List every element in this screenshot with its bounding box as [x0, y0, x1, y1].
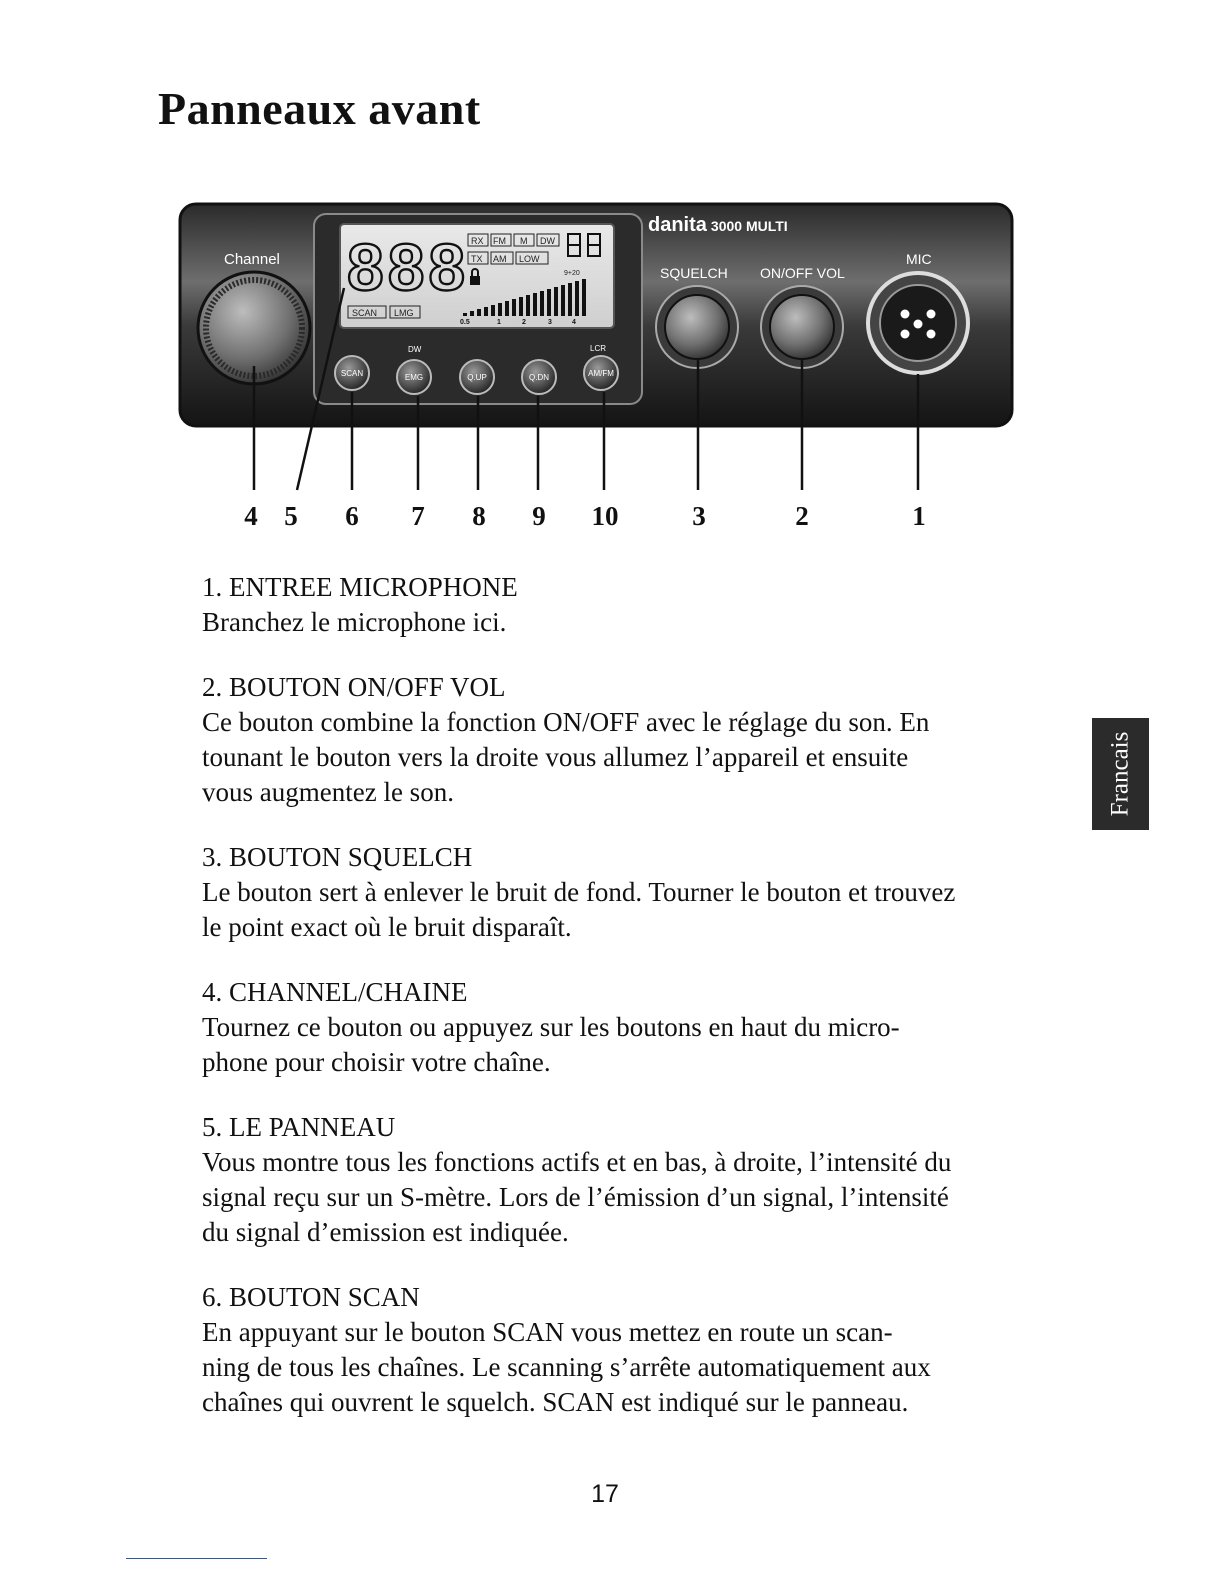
section-scan [202, 1280, 1022, 1420]
callout-3: 3 [692, 501, 706, 531]
section-heading: 1. ENTREE MICROPHONE [202, 572, 518, 602]
s-meter-scale-0: 0.5 [460, 319, 470, 326]
s-meter-scale-1: 1 [497, 319, 501, 326]
channel-label: Channel [224, 251, 280, 268]
svg-text:Q.UP: Q.UP [467, 373, 487, 382]
section-heading: 3. BOUTON SQUELCH [202, 842, 473, 872]
lcd-flag-fm: FM [493, 236, 506, 246]
scan-button[interactable] [335, 356, 369, 390]
lcd-flags-row1 [468, 234, 559, 246]
s-meter-scale-3: 3 [548, 319, 552, 326]
section-panel [202, 1110, 1022, 1250]
callout-10: 10 [591, 501, 619, 531]
callout-1: 1 [912, 501, 926, 531]
svg-text:AM/FM: AM/FM [588, 369, 614, 378]
s-meter-scale-4: 4 [572, 319, 576, 326]
section-line: Tournez ce bouton ou appuyez sur les boutons en haut du micro- [202, 1012, 900, 1042]
section-line: du signal d’emission est indiquée. [202, 1217, 569, 1247]
callout-4: 4 [244, 501, 258, 531]
section-line: chaînes qui ouvrent le squelch. SCAN est indiqué sur le panneau. [202, 1387, 909, 1417]
lcd-flag-am: AM [493, 254, 507, 264]
footnote-rule [126, 1558, 267, 1559]
section-on-off-vol [202, 670, 1022, 810]
radio-front-panel-diagram [0, 0, 1224, 560]
mic-label: MIC [906, 251, 932, 267]
lcd-flag-scan: SCAN [352, 308, 378, 318]
section-line: vous augmentez le son. [202, 777, 454, 807]
section-heading: 4. CHANNEL/CHAINE [202, 977, 468, 1007]
lcd-digits: 888 [347, 230, 470, 304]
s-meter-scale-2: 2 [522, 319, 526, 326]
section-heading: 5. LE PANNEAU [202, 1112, 396, 1142]
section-line: tounant le bouton vers la droite vous allumez l’appareil et ensuite [202, 742, 909, 772]
callout-6: 6 [345, 501, 359, 531]
lcd-flag-tx: TX [471, 254, 483, 264]
mic-socket[interactable] [868, 273, 968, 373]
emg-button[interactable] [397, 360, 431, 394]
section-line: signal reçu sur un S-mètre. Lors de l’émission d’un signal, l’intensité [202, 1182, 949, 1212]
svg-text:Q.DN: Q.DN [529, 373, 549, 382]
section-line: Le bouton sert à enlever le bruit de fond. Tourner le bouton et trouvez [202, 877, 956, 907]
section-line: Vous montre tous les fonctions actifs et en bas, à droite, l’intensité du [202, 1147, 952, 1177]
section-line: ning de tous les chaînes. Le scanning s’arrête automatiquement aux [202, 1352, 931, 1382]
callout-9: 9 [532, 501, 546, 531]
callout-5: 5 [284, 501, 298, 531]
section-squelch [202, 840, 1022, 945]
am-fm-button[interactable] [584, 356, 618, 390]
section-line: Ce bouton combine la fonction ON/OFF avec le réglage du son. En [202, 707, 930, 737]
brand-logo: danita 3000 MULTI [648, 214, 788, 236]
dw-label: DW [408, 345, 422, 354]
vol-label: ON/OFF VOL [760, 265, 845, 281]
q-dn-button[interactable] [522, 360, 556, 394]
lcd-flag-low: LOW [519, 254, 540, 264]
callout-8: 8 [472, 501, 486, 531]
svg-text:EMG: EMG [404, 373, 424, 382]
squelch-label: SQUELCH [660, 265, 728, 281]
callout-7: 7 [411, 501, 425, 531]
section-heading: 2. BOUTON ON/OFF VOL [202, 672, 506, 702]
section-line: En appuyant sur le bouton SCAN vous mettez en route un scan- [202, 1317, 893, 1347]
lcr-label: LCR [590, 344, 607, 353]
lcd-flag-m: M [520, 236, 528, 246]
section-mic-input [202, 570, 1022, 640]
section-line: le point exact où le bruit disparaît. [202, 912, 572, 942]
page-number: 17 [591, 1480, 619, 1508]
callout-2: 2 [795, 501, 809, 531]
q-up-button[interactable] [460, 360, 494, 394]
on-off-vol-knob[interactable] [761, 286, 843, 368]
section-channel [202, 975, 1022, 1080]
language-side-tab-label: Francais [1106, 731, 1134, 817]
section-line: Branchez le microphone ici. [202, 607, 507, 637]
squelch-knob[interactable] [656, 286, 738, 368]
s-meter-top-label: 9+20 [564, 270, 580, 277]
lcd-flag-lmg: LMG [394, 308, 414, 318]
svg-text:SCAN: SCAN [340, 369, 364, 378]
section-heading: 6. BOUTON SCAN [202, 1282, 420, 1312]
section-line: phone pour choisir votre chaîne. [202, 1047, 551, 1077]
lcd-flag-rx: RX [471, 236, 484, 246]
lcd-flag-dw: DW [540, 236, 555, 246]
language-side-tab [1092, 718, 1149, 830]
description-sections [202, 570, 1022, 1450]
page-title: Panneaux avant [158, 83, 481, 134]
